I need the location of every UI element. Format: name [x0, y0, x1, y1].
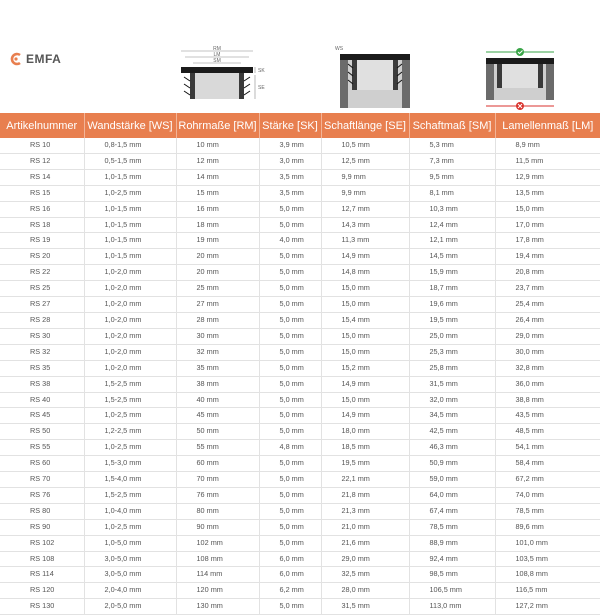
value-cell: 5,0 mm — [259, 360, 321, 376]
article-number-cell: RS 108 — [0, 551, 84, 567]
article-number-cell: RS 55 — [0, 440, 84, 456]
table-row — [0, 503, 600, 519]
table-row — [0, 472, 600, 488]
value-cell: 50,9 mm — [409, 456, 495, 472]
table-row — [0, 249, 600, 265]
table-row — [0, 344, 600, 360]
value-cell: 14,5 mm — [409, 249, 495, 265]
value-cell: 4,0 mm — [259, 233, 321, 249]
value-cell: 113,0 mm — [409, 599, 495, 615]
value-cell: 6,0 mm — [259, 551, 321, 567]
article-number-cell: RS 20 — [0, 249, 84, 265]
value-cell: 15,0 mm — [321, 328, 409, 344]
value-cell: 130 mm — [176, 599, 259, 615]
table-row — [0, 376, 600, 392]
value-cell: 3,0 mm — [259, 153, 321, 169]
value-cell: 9,9 mm — [321, 169, 409, 185]
value-cell: 16 mm — [176, 201, 259, 217]
value-cell: 1,0-5,0 mm — [84, 535, 176, 551]
value-cell: 5,0 mm — [259, 392, 321, 408]
value-cell: 25,4 mm — [495, 297, 600, 313]
value-cell: 15 mm — [176, 185, 259, 201]
header-artikelnummer: Artikelnummer — [0, 113, 84, 138]
article-number-cell: RS 18 — [0, 217, 84, 233]
label-ws: WS — [335, 46, 344, 52]
value-cell: 116,5 mm — [495, 583, 600, 599]
value-cell: 2,0-4,0 mm — [84, 583, 176, 599]
value-cell: 8,9 mm — [495, 138, 600, 153]
check-icon — [516, 48, 524, 56]
value-cell: 89,6 mm — [495, 519, 600, 535]
value-cell: 5,0 mm — [259, 519, 321, 535]
table-row — [0, 583, 600, 599]
value-cell: 3,5 mm — [259, 185, 321, 201]
value-cell: 60 mm — [176, 456, 259, 472]
spec-table — [0, 113, 600, 615]
value-cell: 101,0 mm — [495, 535, 600, 551]
table-row — [0, 138, 600, 153]
label-se: SE — [258, 85, 265, 91]
label-rm: RM — [213, 46, 221, 52]
value-cell: 1,0-2,0 mm — [84, 360, 176, 376]
article-number-cell: RS 16 — [0, 201, 84, 217]
value-cell: 14,9 mm — [321, 249, 409, 265]
value-cell: 30 mm — [176, 328, 259, 344]
table-row — [0, 599, 600, 615]
article-number-cell: RS 27 — [0, 297, 84, 313]
header-staerke: Stärke [SK] — [259, 113, 321, 138]
value-cell: 32 mm — [176, 344, 259, 360]
value-cell: 5,0 mm — [259, 344, 321, 360]
value-cell: 5,0 mm — [259, 472, 321, 488]
emfa-logo — [9, 52, 61, 66]
table-row — [0, 487, 600, 503]
value-cell: 1,0-1,5 mm — [84, 217, 176, 233]
article-number-cell: RS 22 — [0, 265, 84, 281]
value-cell: 19 mm — [176, 233, 259, 249]
value-cell: 23,7 mm — [495, 281, 600, 297]
value-cell: 59,0 mm — [409, 472, 495, 488]
table-row — [0, 153, 600, 169]
value-cell: 1,0-2,5 mm — [84, 185, 176, 201]
value-cell: 25,3 mm — [409, 344, 495, 360]
value-cell: 34,5 mm — [409, 408, 495, 424]
value-cell: 58,4 mm — [495, 456, 600, 472]
value-cell: 3,0-5,0 mm — [84, 567, 176, 583]
article-number-cell: RS 45 — [0, 408, 84, 424]
emfa-c-icon — [9, 52, 23, 66]
value-cell: 15,0 mm — [495, 201, 600, 217]
value-cell: 1,0-2,0 mm — [84, 344, 176, 360]
value-cell: 6,0 mm — [259, 567, 321, 583]
value-cell: 21,6 mm — [321, 535, 409, 551]
value-cell: 88,9 mm — [409, 535, 495, 551]
value-cell: 30,0 mm — [495, 344, 600, 360]
article-number-cell: RS 28 — [0, 312, 84, 328]
value-cell: 45 mm — [176, 408, 259, 424]
value-cell: 35 mm — [176, 360, 259, 376]
table-row — [0, 456, 600, 472]
value-cell: 5,0 mm — [259, 312, 321, 328]
value-cell: 67,4 mm — [409, 503, 495, 519]
value-cell: 1,0-2,0 mm — [84, 265, 176, 281]
value-cell: 80 mm — [176, 503, 259, 519]
article-number-cell: RS 14 — [0, 169, 84, 185]
value-cell: 1,0-1,5 mm — [84, 201, 176, 217]
value-cell: 25,8 mm — [409, 360, 495, 376]
value-cell: 5,0 mm — [259, 201, 321, 217]
table-row — [0, 360, 600, 376]
table-header-row — [0, 113, 600, 138]
value-cell: 78,5 mm — [409, 519, 495, 535]
value-cell: 21,0 mm — [321, 519, 409, 535]
value-cell: 5,0 mm — [259, 503, 321, 519]
value-cell: 5,0 mm — [259, 456, 321, 472]
value-cell: 19,4 mm — [495, 249, 600, 265]
value-cell: 31,5 mm — [409, 376, 495, 392]
table-row — [0, 440, 600, 456]
value-cell: 5,0 mm — [259, 249, 321, 265]
value-cell: 5,0 mm — [259, 408, 321, 424]
value-cell: 1,0-2,5 mm — [84, 408, 176, 424]
value-cell: 42,5 mm — [409, 424, 495, 440]
value-cell: 3,9 mm — [259, 138, 321, 153]
value-cell: 19,6 mm — [409, 297, 495, 313]
value-cell: 10,5 mm — [321, 138, 409, 153]
dimension-diagram — [176, 45, 276, 103]
value-cell: 2,0-5,0 mm — [84, 599, 176, 615]
article-number-cell: RS 90 — [0, 519, 84, 535]
value-cell: 12,1 mm — [409, 233, 495, 249]
value-cell: 29,0 mm — [495, 328, 600, 344]
article-number-cell: RS 32 — [0, 344, 84, 360]
value-cell: 17,8 mm — [495, 233, 600, 249]
value-cell: 11,5 mm — [495, 153, 600, 169]
value-cell: 14,8 mm — [321, 265, 409, 281]
value-cell: 1,0-1,5 mm — [84, 233, 176, 249]
value-cell: 19,5 mm — [321, 456, 409, 472]
value-cell: 20,8 mm — [495, 265, 600, 281]
value-cell: 27 mm — [176, 297, 259, 313]
article-number-cell: RS 25 — [0, 281, 84, 297]
value-cell: 5,0 mm — [259, 424, 321, 440]
value-cell: 67,2 mm — [495, 472, 600, 488]
value-cell: 1,5-3,0 mm — [84, 456, 176, 472]
value-cell: 127,2 mm — [495, 599, 600, 615]
value-cell: 18 mm — [176, 217, 259, 233]
label-lm: LM — [213, 52, 221, 58]
value-cell: 13,5 mm — [495, 185, 600, 201]
header-lamellenmass: Lamellenmaß [LM] — [495, 113, 600, 138]
value-cell: 15,0 mm — [321, 297, 409, 313]
value-cell: 54,1 mm — [495, 440, 600, 456]
article-number-cell: RS 60 — [0, 456, 84, 472]
value-cell: 102 mm — [176, 535, 259, 551]
value-cell: 15,4 mm — [321, 312, 409, 328]
header-wandstaerke: Wandstärke [WS] — [84, 113, 176, 138]
value-cell: 14,3 mm — [321, 217, 409, 233]
article-number-cell: RS 35 — [0, 360, 84, 376]
value-cell: 10 mm — [176, 138, 259, 153]
article-number-cell: RS 12 — [0, 153, 84, 169]
value-cell: 1,2-2,5 mm — [84, 424, 176, 440]
value-cell: 4,8 mm — [259, 440, 321, 456]
pipe-wall-diagram — [334, 44, 416, 110]
header-area — [0, 0, 600, 113]
value-cell: 1,0-2,5 mm — [84, 519, 176, 535]
value-cell: 1,0-2,5 mm — [84, 440, 176, 456]
table-row — [0, 567, 600, 583]
value-cell: 64,0 mm — [409, 487, 495, 503]
table-row — [0, 408, 600, 424]
table-row — [0, 201, 600, 217]
value-cell: 50 mm — [176, 424, 259, 440]
value-cell: 28,0 mm — [321, 583, 409, 599]
value-cell: 31,5 mm — [321, 599, 409, 615]
value-cell: 1,0-2,0 mm — [84, 297, 176, 313]
table-row — [0, 392, 600, 408]
value-cell: 1,5-4,0 mm — [84, 472, 176, 488]
value-cell: 70 mm — [176, 472, 259, 488]
table-row — [0, 328, 600, 344]
value-cell: 32,5 mm — [321, 567, 409, 583]
value-cell: 15,2 mm — [321, 360, 409, 376]
header-schaftlaenge: Schaftlänge [SE] — [321, 113, 409, 138]
value-cell: 32,8 mm — [495, 360, 600, 376]
value-cell: 19,5 mm — [409, 312, 495, 328]
value-cell: 55 mm — [176, 440, 259, 456]
table-row — [0, 233, 600, 249]
value-cell: 1,0-2,0 mm — [84, 328, 176, 344]
label-sk: SK — [258, 68, 265, 74]
value-cell: 14,9 mm — [321, 408, 409, 424]
value-cell: 5,0 mm — [259, 487, 321, 503]
value-cell: 1,0-1,5 mm — [84, 249, 176, 265]
table-row — [0, 169, 600, 185]
table-row — [0, 424, 600, 440]
article-number-cell: RS 38 — [0, 376, 84, 392]
header-schaftmass: Schaftmaß [SM] — [409, 113, 495, 138]
value-cell: 38,8 mm — [495, 392, 600, 408]
value-cell: 76 mm — [176, 487, 259, 503]
value-cell: 15,0 mm — [321, 344, 409, 360]
article-number-cell: RS 40 — [0, 392, 84, 408]
article-number-cell: RS 114 — [0, 567, 84, 583]
value-cell: 1,5-2,5 mm — [84, 376, 176, 392]
article-number-cell: RS 130 — [0, 599, 84, 615]
value-cell: 1,0-2,0 mm — [84, 281, 176, 297]
value-cell: 108 mm — [176, 551, 259, 567]
value-cell: 114 mm — [176, 567, 259, 583]
value-cell: 1,0-2,0 mm — [84, 312, 176, 328]
value-cell: 90 mm — [176, 519, 259, 535]
value-cell: 1,5-2,5 mm — [84, 392, 176, 408]
value-cell: 21,8 mm — [321, 487, 409, 503]
value-cell: 9,5 mm — [409, 169, 495, 185]
article-number-cell: RS 102 — [0, 535, 84, 551]
value-cell: 14 mm — [176, 169, 259, 185]
value-cell: 14,9 mm — [321, 376, 409, 392]
value-cell: 32,0 mm — [409, 392, 495, 408]
value-cell: 11,3 mm — [321, 233, 409, 249]
value-cell: 6,2 mm — [259, 583, 321, 599]
value-cell: 43,5 mm — [495, 408, 600, 424]
value-cell: 3,0-5,0 mm — [84, 551, 176, 567]
value-cell: 21,3 mm — [321, 503, 409, 519]
value-cell: 103,5 mm — [495, 551, 600, 567]
article-number-cell: RS 120 — [0, 583, 84, 599]
value-cell: 15,0 mm — [321, 392, 409, 408]
header-rohrmasse: Rohrmaße [RM] — [176, 113, 259, 138]
value-cell: 20 mm — [176, 249, 259, 265]
value-cell: 1,0-1,5 mm — [84, 169, 176, 185]
value-cell: 25 mm — [176, 281, 259, 297]
value-cell: 108,8 mm — [495, 567, 600, 583]
value-cell: 5,0 mm — [259, 281, 321, 297]
label-sm: SM — [213, 58, 221, 64]
value-cell: 20 mm — [176, 265, 259, 281]
table-row — [0, 535, 600, 551]
value-cell: 12,5 mm — [321, 153, 409, 169]
article-number-cell: RS 10 — [0, 138, 84, 153]
value-cell: 48,5 mm — [495, 424, 600, 440]
value-cell: 1,0-4,0 mm — [84, 503, 176, 519]
value-cell: 25,0 mm — [409, 328, 495, 344]
table-row — [0, 281, 600, 297]
value-cell: 12,7 mm — [321, 201, 409, 217]
value-cell: 17,0 mm — [495, 217, 600, 233]
value-cell: 106,5 mm — [409, 583, 495, 599]
measure-check-diagram — [480, 44, 560, 112]
value-cell: 26,4 mm — [495, 312, 600, 328]
table-row — [0, 519, 600, 535]
value-cell: 46,3 mm — [409, 440, 495, 456]
value-cell: 3,5 mm — [259, 169, 321, 185]
value-cell: 18,0 mm — [321, 424, 409, 440]
table-row — [0, 185, 600, 201]
value-cell: 22,1 mm — [321, 472, 409, 488]
value-cell: 18,7 mm — [409, 281, 495, 297]
value-cell: 8,1 mm — [409, 185, 495, 201]
value-cell: 0,5-1,5 mm — [84, 153, 176, 169]
value-cell: 5,0 mm — [259, 217, 321, 233]
table-row — [0, 265, 600, 281]
value-cell: 74,0 mm — [495, 487, 600, 503]
value-cell: 5,3 mm — [409, 138, 495, 153]
value-cell: 28 mm — [176, 312, 259, 328]
article-number-cell: RS 50 — [0, 424, 84, 440]
value-cell: 78,5 mm — [495, 503, 600, 519]
value-cell: 38 mm — [176, 376, 259, 392]
article-number-cell: RS 70 — [0, 472, 84, 488]
value-cell: 98,5 mm — [409, 567, 495, 583]
value-cell: 29,0 mm — [321, 551, 409, 567]
value-cell: 18,5 mm — [321, 440, 409, 456]
value-cell: 9,9 mm — [321, 185, 409, 201]
article-number-cell: RS 19 — [0, 233, 84, 249]
table-row — [0, 312, 600, 328]
value-cell: 15,9 mm — [409, 265, 495, 281]
value-cell: 92,4 mm — [409, 551, 495, 567]
value-cell: 40 mm — [176, 392, 259, 408]
value-cell: 36,0 mm — [495, 376, 600, 392]
value-cell: 5,0 mm — [259, 328, 321, 344]
article-number-cell: RS 76 — [0, 487, 84, 503]
value-cell: 5,0 mm — [259, 535, 321, 551]
value-cell: 5,0 mm — [259, 376, 321, 392]
value-cell: 5,0 mm — [259, 599, 321, 615]
table-row — [0, 217, 600, 233]
value-cell: 5,0 mm — [259, 265, 321, 281]
value-cell: 12,9 mm — [495, 169, 600, 185]
value-cell: 15,0 mm — [321, 281, 409, 297]
value-cell: 10,3 mm — [409, 201, 495, 217]
value-cell: 120 mm — [176, 583, 259, 599]
value-cell: 12 mm — [176, 153, 259, 169]
table-row — [0, 297, 600, 313]
value-cell: 12,4 mm — [409, 217, 495, 233]
article-number-cell: RS 15 — [0, 185, 84, 201]
table-row — [0, 551, 600, 567]
value-cell: 1,5-2,5 mm — [84, 487, 176, 503]
article-number-cell: RS 30 — [0, 328, 84, 344]
value-cell: 5,0 mm — [259, 297, 321, 313]
article-number-cell: RS 80 — [0, 503, 84, 519]
value-cell: 0,8-1,5 mm — [84, 138, 176, 153]
brand-name: EMFA — [26, 52, 62, 66]
value-cell: 7,3 mm — [409, 153, 495, 169]
